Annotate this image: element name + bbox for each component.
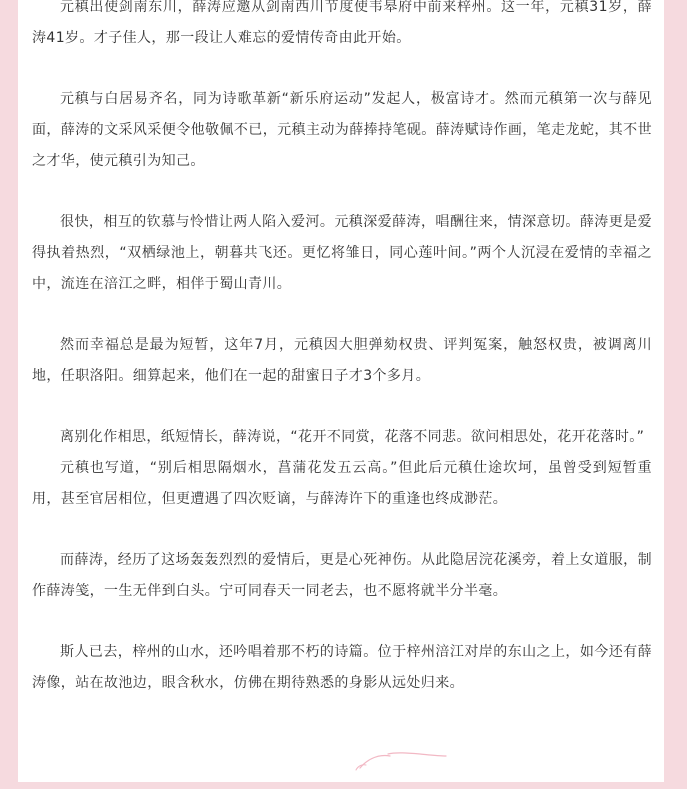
- paragraph: 离别化作相思，纸短情长，薛涛说，“花开不同赏，花落不同悲。欲问相思处，花开花落时。”: [60, 429, 645, 445]
- paragraph: 元稹出使剑南东川，薛涛应邀从剑南西川节度使韦皋府中前来梓州。这一年，元稹31岁，薛涛41岁。才子佳人，那一段让人难忘的爱情传奇由此开始。: [32, 0, 652, 46]
- paragraph: 斯人已去，梓州的山水，还吟唱着那不朽的诗篇。位于梓州涪江对岸的东山之上，如今还有薛涛像，站在故池边，眼含秋水，仿佛在期待熟悉的身影从远处归来。: [32, 644, 652, 691]
- paragraph-gap: [32, 54, 652, 84]
- paragraph: 元稹也写道，“别后相思隔烟水，菖蒲花发五云高。”但此后元稹仕途坎坷，虽曾受到短暂重用，甚至官居相位，但更遭遇了四次贬谪，与薛涛许下的重逢也终成渺茫。: [32, 460, 652, 507]
- paragraph-gap: [32, 392, 652, 422]
- article-body: [32, 0, 652, 699]
- paragraph: 然而幸福总是最为短暂，这年7月，元稹因大胆弹劾权贵、评判冤案，触怒权贵，被调离川地，任职洛阳。细算起来，他们在一起的甜蜜日子才3个多月。: [32, 337, 652, 384]
- paragraph: 元稹与白居易齐名，同为诗歌革新“新乐府运动”发起人，极富诗才。然而元稹第一次与薛见面，薛涛的文采风采便令他敬佩不已，元稹主动为薛捧持笔砚。薛涛赋诗作画，笔走龙蛇，其不世之才华，使元稹引为知己。: [32, 91, 652, 169]
- article-card: [18, 0, 664, 782]
- paragraph-gap: [32, 300, 652, 330]
- paragraph: 而薛涛，经历了这场轰轰烈烈的爱情后，更是心死神伤。从此隐居浣花溪旁，着上女道服，制作薛涛笺，一生无伴到白头。宁可同春天一同老去，也不愿将就半分半毫。: [32, 552, 652, 599]
- flourish-ornament-icon: [338, 748, 458, 774]
- paragraph-gap: [32, 177, 652, 207]
- paragraph-gap: [32, 515, 652, 545]
- paragraph-gap: [32, 607, 652, 637]
- paragraph: 很快，相互的钦慕与怜惜让两人陷入爱河。元稹深爱薛涛，唱酬往来，情深意切。薛涛更是爱得执着热烈，“双栖绿池上，朝暮共飞还。更忆将雏日，同心莲叶间。”两个人沉浸在爱情的幸福之中，流连在涪江之畔，相伴于蜀山青川。: [32, 214, 652, 292]
- bottom-band: [0, 782, 687, 789]
